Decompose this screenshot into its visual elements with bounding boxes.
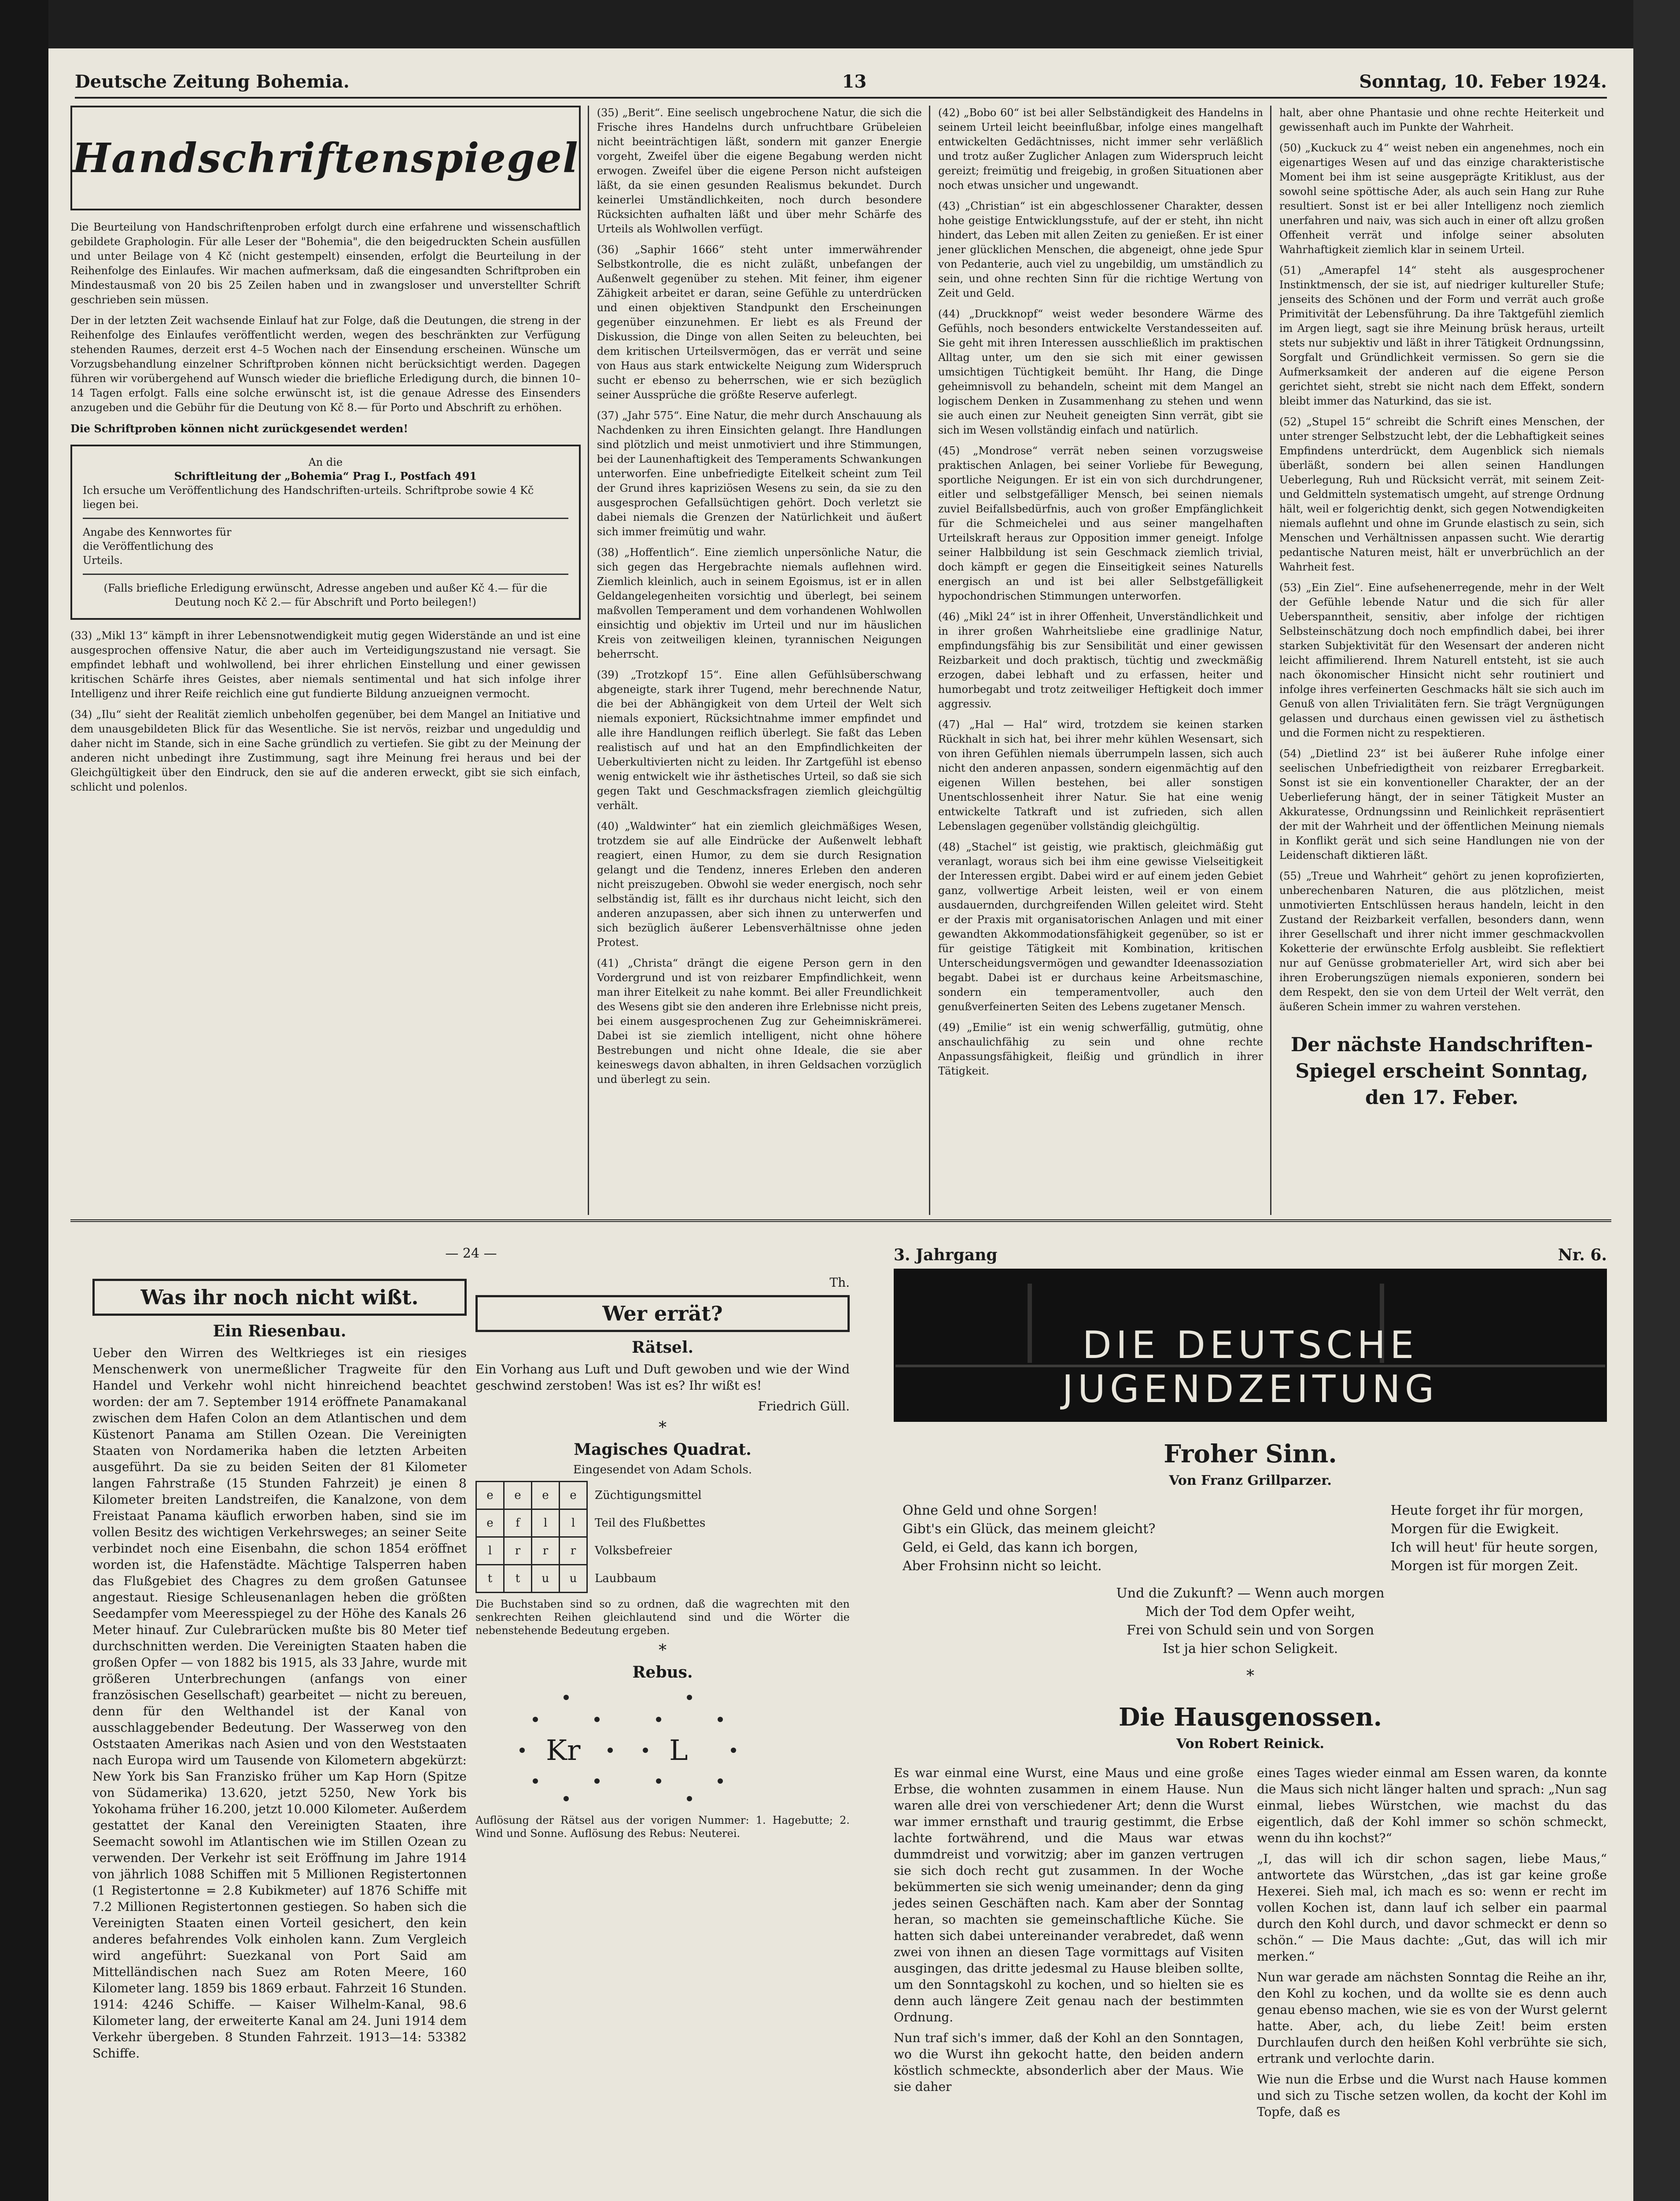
magic-square-instructions: Die Buchstaben sind so zu ordnen, daß die wagrechten mit den senkrechten Reihen gleichlautend sind und die Wörter die nebenstehende Bedeutung ergeben. (475, 1598, 850, 1637)
grid-cell: e (476, 1509, 504, 1537)
riddle-title: Rätsel. (631, 1338, 694, 1357)
story-paragraph: „I, das will ich dir schon sagen, liebe Maus,“ antwortete das Würstchen, „das ist gar keine große Hexerei. Sieh mal, ich mach es so: wenn er recht im vollen Kochen ist, dann lauf ich selber ein paarmal durch den Kohl durch, und davor schmeckt er denn so schön.“ — Die Maus dachte: „Gut, das will ich mir merken.“ (1257, 1851, 1607, 1964)
grid-cell: r (504, 1537, 532, 1565)
lower-left-columns (92, 1274, 850, 2201)
grid-cell: e (560, 1482, 587, 1509)
poem-line: Gibt's ein Glück, das meinem gleicht? (903, 1521, 1156, 1537)
grid-cell: t (476, 1565, 504, 1593)
grid-cell: e (504, 1482, 532, 1509)
grid-row (476, 1509, 707, 1537)
riddle-author: Friedrich Güll. (758, 1399, 850, 1413)
form-request: Ich ersuche um Veröffentlichung des Handschriften-urteils. Schriftprobe sowie 4 Kč liegen bei. (83, 484, 534, 511)
masthead-title: DIE DEUTSCHE JUGENDZEITUNG (1062, 1323, 1439, 1411)
separator-star-2: * (659, 1642, 667, 1660)
return-notice: Die Schriftproben können nicht zurückgesendet werden! (70, 422, 408, 435)
column-3 (938, 106, 1271, 1215)
poem-line: Heute forget ihr für morgen, (1390, 1503, 1584, 1518)
reading-48: (48) „Stachel“ ist geistig, wie praktisch, gleichmäßig gut veranlagt, woraus sich bei ihm eine gewisse Vielseitigkeit der Interessen ergibt. Dabei wird er auf einem jeden Gebiet ganz, vollwertige Arbeit leisten, weil er von einem ausdauernden, durchgreifenden Willen geleitet wird. Steht er der Praxis mit organisatorischen Anlagen und mit einer gewandten Akkommodationsfähigkeit gegenüber, so ist er für geistige Tätigkeit mit Kombination, kritischen Unterscheidungsvermögen und gewandter Ideenassoziation begabt. Dabei ist er durchaus keine Arbeitsmaschine, sondern ein temperamentvoller, auch den genußverfeinerten Seiten des Lebens zugetaner Mensch. (938, 841, 1263, 1013)
page-header (75, 66, 1607, 99)
reading-51: (51) „Amerapfel 14“ steht als ausgesprochener Instinktmensch, der sie ist, auf niedriger kultureller Stufe; jenseits des Schönen und der Form und verrät auch große Primitivität der Lebensführung. Da ihre Taktgefühl ziemlich im Argen liegt, sagt sie ihre Meinung brüsk heraus, urteilt stets nur subjektiv und läßt in ihrer Tätigkeit Ordnungssinn, Sorgfalt und Gründlichkeit vermissen. So gern sie die Aufmerksamkeit der anderen auf die eigene Person gerichtet sieht, strebt sie nicht nach dem Effekt, sondern bleibt immer das Naturkind, das sie ist. (1279, 264, 1604, 407)
reading-49: (49) „Emilie“ ist ein wenig schwerfällig, gutmütig, ohne anschaulichfähig zu sein und ohne rechte Anpassungsfähigkeit, fleißig und gründlich in ihrer Tätigkeit. (938, 1021, 1263, 1077)
form-divider-2 (83, 574, 568, 575)
reading-38: (38) „Hoffentlich“. Eine ziemlich unpersönliche Natur, die sich gegen das Hergebrachte niemals auflehnen wird. Ziemlich kleinlich, auch in seinem Egoismus, ist er in allen Geldangelegenheiten vorsichtig und überlegt, bei seinem maßvollen Temperament und dem vorhandenen Wohlwollen einsichtig und objektiv im Urteil und nur im häuslichen Kreis von zeitweiligen kleinen, tyrannischen Neigungen beherrscht. (597, 546, 922, 660)
poem-line: Frei von Schuld sein und von Sorgen (1126, 1623, 1374, 1638)
poem-author: Von Franz Grillparzer. (1169, 1473, 1332, 1488)
poem-title: Froher Sinn. (1164, 1439, 1337, 1469)
article-signature: Th. (829, 1275, 850, 1290)
grid-cell: l (532, 1509, 560, 1537)
poem-center-stanza (894, 1584, 1607, 1658)
left-scan-edge (0, 0, 48, 2201)
grid-cell: f (504, 1509, 532, 1537)
rebus-dot (564, 1796, 569, 1801)
story-columns (894, 1765, 1607, 2124)
children-page-right (894, 1246, 1607, 2201)
rebus-dot (533, 1778, 538, 1784)
grid-cell: r (532, 1537, 560, 1565)
grid-row-label: Volksbefreier (595, 1544, 672, 1557)
lower-left-col-1 (92, 1274, 467, 2201)
grid-row-label: Laubbaum (595, 1572, 656, 1585)
rebus-dot (594, 1778, 600, 1784)
fold-divider (70, 1219, 1611, 1222)
rebus-dot (594, 1717, 600, 1722)
grid-row (476, 1565, 707, 1593)
rebus-title: Rebus. (632, 1663, 693, 1682)
section-title: Handschriftenspiegel (72, 134, 579, 182)
puzzle-solutions: Auflösung der Rätsel aus der vorigen Nummer: 1. Hagebutte; 2. Wind und Sonne. Auflösung des Rebus: Neuterei. (475, 1814, 850, 1840)
poem-line: Mich der Tod dem Opfer weiht, (1145, 1604, 1356, 1619)
intro-paragraph-2: Der in der letzten Zeit wachsende Einlauf hat zur Folge, daß die Deutungen, die streng in der Reihenfolge des Einlaufes veröffentlicht werden, wegen des beschränkten zur Verfügung stehenden Raumes, derzeit erst 4–5 Wochen nach der Einsendung erscheinen. Wünsche um Vorzugsbehandlung einzelner Schriftproben können nicht berücksichtigt werden. Dagegen führen wir vorübergehend auf Wunsch wieder die briefliche Erledigung durch, die binnen 10–14 Tagen erfolgt. Falls eine solche erwünscht ist, ist die genaue Adresse des Einsenders anzugeben und die Gebühr für die Deutung von Kč 8.— für Porto und Abschrift zu erhöhen. (70, 314, 581, 414)
column-1 (70, 106, 589, 1215)
form-field-label: Angabe des Kennwortes für die Veröffentlichung des Urteils. (83, 526, 232, 567)
reading-43: (43) „Christian“ ist ein abgeschlossener Charakter, dessen hohe geistige Entwicklungsstufe, auf der er steht, ihn nicht hindert, das Leben mit allen Zeiten zu genießen. Er ist einer jener glücklichen Menschen, die abgeneigt, ohne jede Spur von Pedanterie, auch viel zu ungebildig, um umständlich zu sein, und ohne rechten Sinn für die richtige Wertung von Zeit und Geld. (938, 200, 1263, 299)
header-left: Deutsche Zeitung Bohemia. (75, 71, 350, 92)
story-author: Von Robert Reinick. (1176, 1736, 1325, 1752)
volume-label: 3. Jahrgang (894, 1246, 998, 1264)
article-title: Ein Riesenbau. (213, 1322, 346, 1340)
poem-line: Und die Zukunft? — Wenn auch morgen (1116, 1586, 1385, 1601)
story-paragraph: eines Tages wieder einmal am Essen waren, da konnte die Maus sich nicht länger halten und sprach: „Nun sag einmal, liebes Würstchen, wie machst du das eigentlich, daß der Kohl immer so schön schmeckt, wenn du ihn kochst?“ (1257, 1766, 1607, 1845)
reading-55: (55) „Treue und Wahrheit“ gehört zu jenen koprofizierten, unberechenbaren Naturen, die aus plötzlichen, meist unmotivierten Entschlüssen heraus handeln, leicht in den Zustand der Reizbarkeit verfallen, besonders dann, wenn ihrer Gesellschaft und ihrer nicht immer geschmackvollen Koketterie der erwünschte Erfolg ausbleibt. Sie reflektiert nur auf Genüsse grobmaterieller Art, wird sich aber bei ihren Eroberungszügen niemals exponieren, sondern bei dem Respekt, den sie von dem Urteil der Welt verrät, den äußeren Schein immer zu wahren verstehen. (1279, 870, 1604, 1013)
poem-right-stanza (1391, 1502, 1598, 1575)
rebus-dot (687, 1796, 692, 1801)
issue-number: Nr. 6. (1558, 1246, 1607, 1264)
rebus-figure (475, 1686, 850, 1809)
article-body: Ueber den Wirren des Weltkrieges ist ein riesiges Menschenwerk von unermeßlicher Tragweite für den Handel und Verkehr wohl nicht hinreichend beachtet worden: der am 7. September 1914 eröffnete Panamakanal zwischen dem Hafen Colon an dem Atlantischen und dem Küstenort Panama am Stillen Ozean. Die Vereinigten Staaten von Nordamerika haben die letzten Arbeiten ausgeführt. Da sie zu beiden Seiten der 81 Kilometer langen Fahrstraße (15 Stunden Fahrzeit) je einen 8 Kilometer breiten Landstreifen, die Kanalzone, von dem Freistaat Panama käuflich erworben haben, sind sie im vollen Besitz des wichtigen Verkehrsweges; an seiner Seite verbindet noch eine Eisenbahn, die schon 1854 eröffnet worden ist, die Hafenstädte. Mächtige Talsperren haben das Flußgebiet des Chagres zu dem großen Gatunsee angestaut. Riesige Schleusenanlagen heben die größten Seedampfer vom Meeresspiegel zu der Höhe des Kanals 26 Meter hinauf. Zur Culebrarücken mußte bis 80 Meter tief durchschnitten werden. Die Vereinigten Staaten haben die großen Opfer — von 1882 bis 1915, als 33 Jahre, wurde mit größeren Unterbrechungen (anfangs von einer französischen Gesellschaft) gearbeitet — nicht zu bereuen, denn für den Welthandel ist der Kanal von ausschlaggebender Bedeutung. Der Wasserweg von den Oststaaten Amerikas nach Asien und von den Weststaaten nach Europa wird um Tausende von Kilometern abgekürzt: New York bis San Franzisko früher um Kap Horn (Spitze von Südamerika) 13.620, jetzt 5250, New York bis Yokohama früher 16.200, jetzt 10.000 Kilometer. Außerdem gestattet der Kanal den Vereinigten Staaten, ihre Seemacht sowohl im Atlantischen wie im Stillen Ozean zu verwenden. Der Verkehr ist seit Eröffnung im Jahre 1914 von jährlich 1088 Schiffen mit 5 Millionen Registertonnen (1 Registertonne = 2.8 Kubikmeter) auf 1876 Schiffe mit 7.2 Millionen Registertonnen gestiegen. So haben sich die Vereinigten Staaten einen Vorteil gesichert, den kein anderes befahrendes Volk einholen kann. Zum Vergleich wird angeführt: Suezkanal von Port Said am Mittelländischen nach Suez am Roten Meere, 160 Kilometer lang. 1859 bis 1869 erbaut. Fahrzeit 16 Stunden. 1914: 4246 Schiffe. — Kaiser Wilhelm-Kanal, 98.6 Kilometer lang, der erweiterte Kanal am 24. Juni 1914 dem Verkehr übergeben. 8 Stunden Fahrzeit. 1913—14: 53382 Schiffe. (92, 1346, 467, 2061)
rebus-dot (656, 1778, 661, 1784)
reading-46: (46) „Mikl 24“ ist in ihrer Offenheit, Unverständlichkeit und in ihrer großen Wahrheitsliebe eine gradlinige Natur, empfindungsfähig bis zur Sensibilität und einer gewissen Reizbarkeit und doch praktisch, tüchtig und zweckmäßig erzogen, dabei lebhaft und zu erfassen, heiter und humorbegabt und trotz zeitweiliger Heftigkeit doch immer aggressiv. (938, 611, 1263, 710)
reading-52: (52) „Stupel 15“ schreibt die Schrift eines Menschen, der unter strenger Selbstzucht lebt, der die Lebhaftigkeit seines Empfindens unterdrückt, dem Augenblick sich niemals überläßt, sondern bei allen seinen Handlungen Ueberlegung, Ruh und Rücksicht verrät, mit seinem Zeit- und Geldmitteln systematisch umgeht, auf strenge Ordnung hält, weil er folgerichtig denkt, sich gegen Notwendigkeiten niemals auflehnt und ohne im Grunde elastisch zu sein, sich Menschen und Verhältnissen anpassen sucht. Wie derartig pedantische Naturen meist, hält er unverbrüchlich an der Wahrheit fest. (1279, 416, 1604, 573)
story-paragraph: Wie nun die Erbse und die Wurst nach Hause kommen und sich zu Tische setzen wollen, da kocht der Kohl im Topfe, daß es (1257, 2072, 1607, 2119)
right-scan-edge (1633, 0, 1680, 2201)
reading-34: (34) „Ilu“ sieht der Realität ziemlich unbeholfen gegenüber, bei dem Mangel an Initiative und dem unausgebildeten Blick für das Wesentliche. Sie ist nervös, reizbar und ungeduldig und daher nicht im Stande, sich in eine Sache gründlich zu vertiefen. Sie gibt zu der Meinung der anderen nicht unbedingt ihre Zustimmung, sagt ihre Meinung frei heraus und bei der Gleichgültigkeit über den Eindruck, den sie auf die anderen erweckt, gibt sie sich einfach, schlicht und polenlos. (70, 708, 581, 793)
rebus-dot (608, 1748, 613, 1753)
rebus-kr: Kr (546, 1734, 581, 1767)
rebus-dot (718, 1717, 723, 1722)
intro-paragraph-1: Die Beurteilung von Handschriftenproben erfolgt durch eine erfahrene und wissenschaftlich gebildete Graphologin. Für alle Leser der "Bohemia", die den beigedruckten Schein ausfüllen und unter Beilage von 4 Kč (nicht gestempelt) einsenden, erfolgt die Beurteilung in der Reihenfolge des Einlaufes. Wir machen aufmerksam, daß die eingesandten Schriftproben ein Mindestausmaß von 20 bis 25 Zeilen haben und in zwangsloser und unverstellter Schrift geschrieben sein müssen. (70, 221, 581, 306)
rebus-dot (533, 1717, 538, 1722)
column-4 (1279, 106, 1611, 1215)
story-col-1 (894, 1765, 1244, 2124)
children-page-left (92, 1246, 850, 2201)
upper-columns (70, 106, 1611, 1215)
grid-row-label: Züchtigungsmittel (595, 1489, 702, 1502)
reading-42: (42) „Bobo 60“ ist bei aller Selbständigkeit des Handelns in seinem Urteil leicht beeinflußbar, infolge eines mangelhaft entwickelten Gedächtnisses, nicht immer sehr verläßlich und trotz außer Zuglicher Anlagen zum Widerspruch leicht gereizt; freimütig und freigebig, in großen Situationen aber noch etwas unsicher und ungewandt. (938, 107, 1263, 191)
grid-row-label: Teil des Flußbettes (595, 1516, 706, 1530)
poem-line: Geld, ei Geld, das kann ich borgen, (903, 1540, 1138, 1555)
lower-page-number: — 24 — (445, 1246, 497, 1261)
reading-50: (50) „Kuckuck zu 4“ weist neben ein angenehmes, noch ein eigenartiges Wesen auf und das einzige charakteristische Moment bei ihm ist seine ausgeprägte Kritiklust, aus der sowohl seine spöttische Ader, als auch sein Hang zur Ruhe resultiert. Sonst ist er bei aller Intelligenz noch ziemlich unerfahren und naiv, was sich auch in einer oft allzu großen Offenheit verrät und infolge seiner absoluten Wahrhaftigkeit ziemlich klar in seinem Urteil. (1279, 142, 1604, 256)
submission-form[interactable] (70, 445, 581, 620)
rebus-dot (687, 1695, 692, 1700)
story-paragraph: Es war einmal eine Wurst, eine Maus und eine große Erbse, die wohnten zusammen in einem Hause. Nun waren alle drei von verschiedener Art; denn die Wurst war immer ernsthaft und traurig gestimmt, die Erbse lachte fortwährend, und die Maus war etwas dummdreist und vorwitzig; aber im ganzen vertrugen sie sich doch recht gut zusammen. In der Woche bekümmerten sie sich wenig umeinander; denn da ging jedes seinen Geschäften nach. Kam aber der Sonntag heran, so machten sie gemeinschaftliche Küche. Sie hatten sich dabei untereinander verabredet, daß wenn zwei von ihnen an diesen Tage vormittags auf Visiten ausgingen, das dritte jedesmal zu Hause bleiben sollte, um den Sonntagskohl zu kochen, und so hielten sie es denn auch längere Zeit genau nach der bestimmten Ordnung. (894, 1766, 1244, 2024)
grid-row (476, 1482, 707, 1509)
rebus-dot (656, 1717, 661, 1722)
reading-49-cont: halt, aber ohne Phantasie und ohne rechte Heiterkeit und gewissenhaft auch im Punkte der Wahrheit. (1279, 107, 1604, 133)
rebus-dot (643, 1748, 648, 1753)
next-issue-notice: Der nächste Handschriften-Spiegel erscheint Sonntag, den 17. Feber. (1290, 1034, 1593, 1109)
reading-40: (40) „Waldwinter“ hat ein ziemlich gleichmäßiges Wesen, trotzdem sie auf alle Eindrücke der Außenwelt lebhaft reagiert, einen Humor, zu dem sie durch Resignation gelangt und die Tendenz, inneres Erleben den anderen nicht preiszugeben. Obwohl sie weder energisch, noch sehr selbständig ist, fällt es ihr durchaus nicht leicht, sich den anderen anzupassen, aber sich ihnen zu unterwerfen und sich bezüglich äußerer Lebensverhältnisse ohne jeden Protest. (597, 820, 922, 949)
story-title: Die Hausgenossen. (1118, 1703, 1382, 1732)
reading-53: (53) „Ein Ziel“. Eine aufsehenerregende, mehr in der Welt der Gefühle lebende Natur und die sich für aller Ueberspanntheit, sensitiv, aber infolge der richtigen Selbsteinschätzung doch noch empfindlich dabei, bei ihrer starken Subjektivität für den Wesensart der anderen nicht leicht affimilierend. Ihrem Naturell entsteht, ist sie auch nach ökonomischer Hinsicht nicht sehr routiniert und infolge ihres verfeinerten Geschmacks hält sie sich auch im Genuß von allen Trivialitäten fern. Sie trägt Vergnügungen gelassen und durchaus einen gewissen viel zu ästhetisch und die Formen nicht zu respektieren. (1279, 582, 1604, 739)
masthead-banner-illustration (894, 1269, 1607, 1422)
riddle-text: Ein Vorhang aus Luft und Duft gewoben und wie der Wind geschwind zerstoben! Was ist es? Ihr wißt es! (475, 1362, 850, 1393)
section-title-box (70, 106, 581, 210)
poem-line: Aber Frohsinn nicht so leicht. (903, 1558, 1102, 1574)
what-you-dont-know-heading: Was ihr noch nicht wißt. (92, 1279, 467, 1316)
reading-39: (39) „Trotzkopf 15“. Eine allen Gefühlsüberschwang abgeneigte, stark ihrer Tugend, mehr berechnende Natur, die bei der Abhängigkeit von dem Urteil der Welt sich niemals exponiert, Rücksichtnahme immer empfindet und alle ihre Handlungen reiflich überlegt. Sie faßt das Leben realistisch auf und hat an den Empfindlichkeiten der Ueberkultivierten nicht zu leiden. Ihr Zartgefühl ist ebenso wenig entwickelt wie ihr ästhetisches Urteil, so daß sie sich gegen Takt und Geschmacksfragen ziemlich gleichgültig verhält. (597, 669, 922, 812)
magic-square-sender: Eingesendet von Adam Schols. (573, 1463, 752, 1476)
poem-line: Ist ja hier schon Seligkeit. (1162, 1641, 1338, 1656)
poem-line: Morgen für die Ewigkeit. (1390, 1521, 1559, 1537)
newspaper-page (48, 48, 1633, 2201)
reading-47: (47) „Hal — Hal“ wird, trotzdem sie keinen starken Rückhalt in sich hat, bei ihrer mehr kühlen Wesensart, sich von ihren Gefühlen niemals überrumpeln lassen, sich auch nicht den anderen anpassen, sondern eigenmächtig auf den eigenen Willen bestehen, bei aller sonstigen Unentschlossenheit ihrer Natur. Sie hat eine wenig entwickelte Tatkraft und ist zufrieden, sich allen Lebenslagen gegenüber vollständig gleichgültig. (938, 718, 1263, 832)
poem-line: Ohne Geld und ohne Sorgen! (903, 1503, 1098, 1518)
reading-35: (35) „Berit“. Eine seelisch ungebrochene Natur, die sich die Frische ihres Handelns durch unfruchtbare Grübeleien nicht beeinträchtigen läßt, sondern mit ganzer Energie vorgeht, Zweifel über die eigene Begabung werden nicht erwogen. Zweifel über die eigene Person nicht aufsteigen läßt, da sie einen gesunden Realismus bekundet. Durch keinerlei Umständlichkeiten, noch durch besondere Rücksichten aufhalten läßt und über mehr Schärfe des Urteils als Wohlwollen verfügt. (597, 107, 922, 235)
rebus-l: L (669, 1734, 688, 1767)
grid-cell: r (560, 1537, 587, 1565)
separator-star-3: * (1246, 1667, 1254, 1685)
grid-cell: l (560, 1509, 587, 1537)
grid-cell: l (476, 1537, 504, 1565)
separator-star: * (659, 1419, 667, 1437)
rebus-dot (564, 1695, 569, 1700)
story-paragraph: Nun war gerade am nächsten Sonntag die Reihe an ihr, den Kohl zu kochen, und da wollte sie es denn auch genau ebenso machen, wie sie es von der Wurst gelernt hatte. Aber, ach, du liebe Zeit! beim ersten Durchlaufen durch den heißen Kohl verbrühte sie sich, ertrank und verlochte darin. (1257, 1970, 1607, 2066)
header-date: Sonntag, 10. Feber 1924. (1359, 71, 1607, 92)
grid-cell: e (476, 1482, 504, 1509)
reading-45: (45) „Mondrose“ verrät neben seinen vorzugsweise praktischen Anlagen, bei seiner Vorliebe für Bewegung, sportliche Neigungen. Er ist ein von sich durchdrungener, eitler und selbstgefälliger Mensch, bei seinen niemals zuviel Beifallsbedürfnis, auch von großer Empfänglichkeit für die Schmeichelei und aus seiner mangelhaften Urteilskraft heraus zur Opposition immer geneigt. Infolge seiner Halbbildung ist sein Geschmack ziemlich trivial, doch kämpft er gegen die Einseitigkeit seines Naturells energisch an und ist bei aller Selbstgefälligkeit hypochondrischen Stimmungen unterworfen. (938, 445, 1263, 602)
header-page-number: 13 (842, 71, 867, 92)
poem-left-stanza (903, 1502, 1155, 1575)
jz-masthead-line (894, 1246, 1607, 1264)
rebus-dot (731, 1748, 736, 1753)
grid-cell: t (504, 1565, 532, 1593)
grid-cell: e (532, 1482, 560, 1509)
form-divider (83, 518, 568, 519)
reading-54: (54) „Dietlind 23“ ist bei äußerer Ruhe infolge einer seelischen Unbefriedigtheit von reizbarer Erregbarkeit. Sonst ist sie ein konventioneller Charakter, der an der Ueberlieferung hängt, der in seiner Tätigkeit Muster an Akkuratesse, Ordnungssinn und Reinlichkeit repräsentiert der mit der Wahrheit und der öffentlichen Meinung niemals in Konflikt gerät und sich seine Handlungen nie von der Leidenschaft diktieren läßt. (1279, 747, 1604, 861)
poem-line: Morgen ist für morgen Zeit. (1390, 1558, 1578, 1574)
poem-line: Ich will heut' für heute sorgen, (1390, 1540, 1598, 1555)
reading-37: (37) „Jahr 575“. Eine Natur, die mehr durch Anschauung als Nachdenken zu ihren Einsichten gelangt. Ihre Handlungen sind plötzlich und meist unmotiviert und ihre Stimmungen, bei der Launenhaftigkeit des Temperaments Schwankungen unterworfen. Eine unbefriedigte Eitelkeit scheint zum Teil der Grund ihres kapriziösen Wesens zu sein, da sie zu den ausgesprochen Gefallsüchtigen gehört. Doch verletzt sie dabei niemals die Grenzen der Natürlichkeit und äußert sich immer freimütig und wahr. (597, 409, 922, 538)
poem-stanzas (894, 1502, 1607, 1575)
magic-square-title: Magisches Quadrat. (574, 1440, 752, 1459)
reading-36: (36) „Saphir 1666“ steht unter immerwährender Selbstkontrolle, die es nicht zuläßt, unbefangen der Außenwelt gegenüber zu stehen. Mit feiner, ihm eigener Zähigkeit arbeitet er daran, seine Gefühle zu unterdrücken und einen objektiven Standpunkt den Erscheinungen gegenüber einzunehmen. Er liebt es als Freund der Diskussion, die Dinge von allen Seiten zu beleuchten, bei dem kritischen Urteilsvermögen, das er verrät und seine von Haus aus stark entwickelte Neigung zum Widerspruch sucht er ebenso zu beherrschen, wie er sich bezüglich seiner Aussprüche die größte Reserve auferlegt. (597, 243, 922, 401)
magic-square-grid (475, 1481, 707, 1593)
reading-33: (33) „Mikl 13“ kämpft in ihrer Lebensnotwendigkeit mutig gegen Widerstände an und ist eine ausgesprochen offensive Natur, die aber auch im Verteidigungszustand nie versagt. Sie empfindet lebhaft und wohlwollend, bei ihrer ehrlichen Einstellung und einer gewissen kritischen Schärfe ihres Geistes, aber niemals sentimental und hat sich infolge ihrer Intelligenz und ihrer Reife reichlich eine gut fundierte Bildung anzueignen vermocht. (70, 629, 581, 700)
puzzle-heading: Wer errät? (475, 1295, 850, 1332)
form-address: Schriftleitung der „Bohemia“ Prag I., Postfach 491 (174, 470, 477, 482)
form-note: (Falls briefliche Erledigung erwünscht, Adresse angeben und außer Kč 4.— für die Deutung noch Kč 2.— für Abschrift und Porto beilegen!) (103, 582, 548, 608)
grid-cell: u (532, 1565, 560, 1593)
rebus-dot (519, 1748, 525, 1753)
story-col-2 (1257, 1765, 1607, 2124)
grid-cell: u (560, 1565, 587, 1593)
form-to: An die (308, 456, 343, 468)
reading-41: (41) „Christa“ drängt die eigene Person gern in den Vordergrund und ist von reizbarer Empfindlichkeit, wenn man ihrer Eitelkeit zu nahe kommt. Bei aller Freundlichkeit des Wesens gibt sie den anderen ihre Erlebnisse nicht preis, bei einem ausgesprochenen Zug zur Geheimniskrämerei. Dabei ist sie ziemlich intelligent, nicht ohne höhere Bestrebungen und nicht ohne Ideale, die sie aber keineswegs davon abhalten, in ihren Geldsachen vorzüglich und überlegt zu sein. (597, 957, 922, 1086)
grid-row (476, 1537, 707, 1565)
reading-44: (44) „Druckknopf“ weist weder besondere Wärme des Gefühls, noch besonders entwickelte Verstandesseiten auf. Sie geht mit ihren Interessen ausschließlich im praktischen Alltag unter, um den sie sich mit einer gewissen umsichtigen Tüchtigkeit bemüht. Ihr Hang, die Dinge geheimnisvoll zu behandeln, scheint mit dem Mangel an logischem Denken in Zusammenhang zu stehen und wenn sie auch einen zur Neuheit geneigten Sinn verrät, gibt sie sich im Wesen vollständig einfach und natürlich. (938, 308, 1263, 436)
story-paragraph: Nun traf sich's immer, daß der Kohl an den Sonntagen, wo die Wurst ihn gekocht hatte, den beiden andern köstlich schmeckte, absonderlich aber der Maus. Wie sie daher (894, 2031, 1244, 2094)
rebus-dot (718, 1778, 723, 1784)
column-2 (597, 106, 930, 1215)
lower-left-col-2 (475, 1274, 850, 2201)
